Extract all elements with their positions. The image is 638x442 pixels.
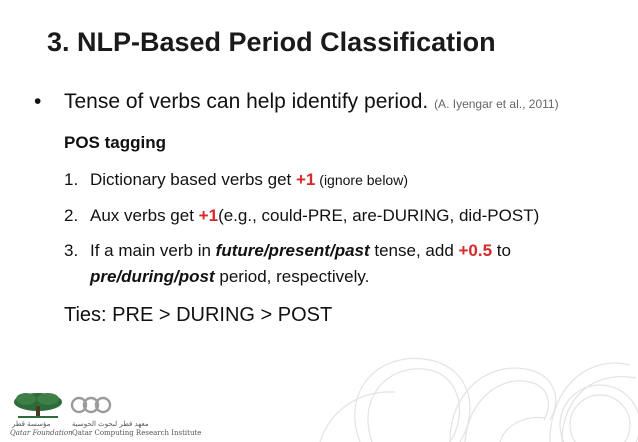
score-value: +1 [198, 206, 219, 225]
list-number: 1. [64, 170, 79, 189]
main-bullet [34, 90, 559, 114]
list-number: 2. [64, 206, 79, 225]
list-text: tense, add [369, 241, 459, 260]
bullet-text: Tense of verbs can help identify period. [64, 90, 429, 113]
bullet-dot-icon: • [34, 90, 42, 113]
list-text: If a main verb in [90, 241, 216, 260]
list-note: (ignore below) [315, 172, 408, 188]
qf-arabic-name: مؤسسة قطر [12, 420, 51, 428]
list-item-3 [64, 241, 511, 261]
list-item-1 [64, 170, 408, 190]
list-number: 3. [64, 241, 79, 260]
pos-tagging-heading: POS tagging [64, 133, 166, 152]
qcri-english-name: Qatar Computing Research Institute [72, 429, 202, 437]
list-text: Aux verbs get [90, 206, 199, 225]
citation: (A. Iyengar et al., 2011) [434, 97, 559, 111]
list-text-examples: (e.g., could-PRE, are-DURING, did-POST) [218, 206, 540, 225]
tense-terms: future/present/past [215, 241, 370, 260]
list-text: period, respectively. [214, 267, 370, 286]
slide-title: 3. NLP-Based Period Classification [47, 27, 496, 57]
period-terms: pre/during/post [90, 267, 215, 286]
score-value: +1 [296, 170, 316, 189]
list-item-2 [64, 206, 539, 226]
qatar-foundation-tree-logo-icon [8, 390, 68, 420]
qf-english-name: Qatar Foundation [10, 429, 73, 437]
list-text: Dictionary based verbs get [90, 170, 296, 189]
ties-rule: Ties: PRE > DURING > POST [64, 304, 333, 326]
qcri-logo-icon [70, 392, 114, 418]
list-text: to [492, 241, 511, 260]
score-value: +0.5 [458, 241, 493, 260]
list-item-3-continuation [90, 267, 369, 287]
qcri-watermark-icon [300, 330, 638, 442]
logo-area [8, 390, 202, 438]
qcri-arabic-name: معهد قطر لبحوث الحوسبة [72, 420, 149, 428]
